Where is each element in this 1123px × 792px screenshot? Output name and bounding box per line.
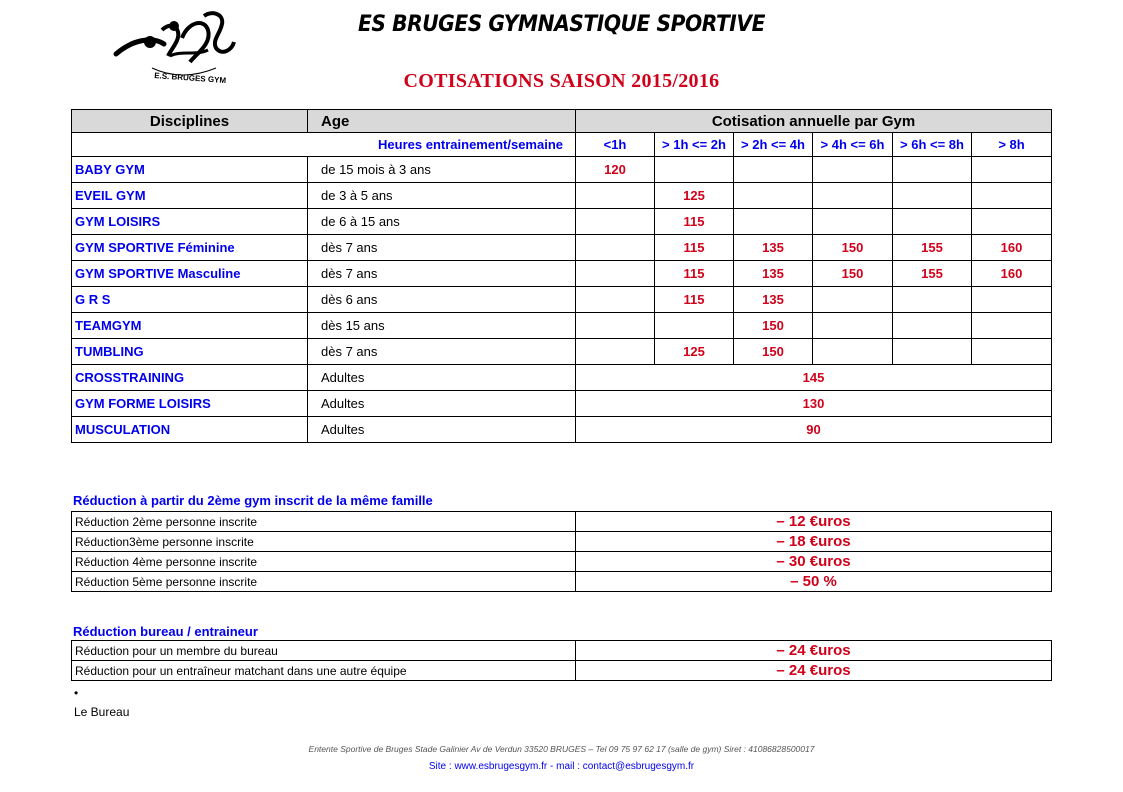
age-cell: de 6 à 15 ans: [308, 209, 576, 235]
age-cell: dès 7 ans: [308, 261, 576, 287]
age-cell: dès 6 ans: [308, 287, 576, 313]
hours-band-row: [72, 133, 1052, 157]
fee-cell: 150: [734, 313, 813, 339]
reduction-value: – 24 €uros: [576, 661, 1052, 681]
fee-cell: [893, 313, 972, 339]
col-disciplines: Disciplines: [72, 110, 308, 133]
fee-cell: 135: [734, 287, 813, 313]
fee-cell: [576, 339, 655, 365]
band-header: > 8h: [972, 133, 1052, 157]
table-header-row: [72, 110, 1052, 133]
table-row: [72, 261, 1052, 287]
discipline-cell: TUMBLING: [72, 339, 308, 365]
col-age: Age: [308, 110, 576, 133]
age-cell: dès 15 ans: [308, 313, 576, 339]
fee-cell: [576, 209, 655, 235]
fee-cell: [734, 183, 813, 209]
season-title: COTISATIONS SAISON 2015/2016: [403, 70, 720, 92]
age-cell: de 15 mois à 3 ans: [308, 157, 576, 183]
table-row: [72, 287, 1052, 313]
fee-cell: 115: [655, 209, 734, 235]
hours-label: Heures entrainement/semaine: [308, 133, 576, 157]
table-row: [72, 572, 1052, 592]
fee-cell: 125: [655, 339, 734, 365]
fees-table: [71, 109, 1052, 443]
reduction-value: – 24 €uros: [576, 641, 1052, 661]
family-reduction-table: [71, 511, 1052, 592]
discipline-cell: EVEIL GYM: [72, 183, 308, 209]
discipline-cell: GYM SPORTIVE Masculine: [72, 261, 308, 287]
fee-cell: [972, 157, 1052, 183]
reduction-label: Réduction pour un membre du bureau: [72, 641, 576, 661]
fee-cell: [972, 313, 1052, 339]
fee-cell: [734, 157, 813, 183]
discipline-cell: G R S: [72, 287, 308, 313]
fee-cell: [893, 183, 972, 209]
table-row: [72, 235, 1052, 261]
fee-cell: [655, 313, 734, 339]
reduction-label: Réduction pour un entraîneur matchant dans une autre équipe: [72, 661, 576, 681]
fee-cell: 145: [576, 365, 1052, 391]
age-cell: Adultes: [308, 365, 576, 391]
discipline-cell: BABY GYM: [72, 157, 308, 183]
fee-cell: 155: [893, 235, 972, 261]
logo-text: E.S. BRUGES GYM: [153, 71, 227, 86]
table-row: [72, 661, 1052, 681]
age-cell: dès 7 ans: [308, 235, 576, 261]
fee-cell: [972, 209, 1052, 235]
fee-cell: 150: [813, 235, 893, 261]
fee-cell: 160: [972, 261, 1052, 287]
fee-cell: [893, 287, 972, 313]
fee-cell: [972, 183, 1052, 209]
fee-cell: [972, 287, 1052, 313]
discipline-cell: CROSSTRAINING: [72, 365, 308, 391]
fee-cell: [813, 183, 893, 209]
table-row: [72, 512, 1052, 532]
reduction-value: – 12 €uros: [576, 512, 1052, 532]
footer-contact: Site : www.esbrugesgym.fr - mail : contact@esbrugesgym.fr: [428, 761, 695, 772]
fee-cell: 135: [734, 261, 813, 287]
fee-cell: [576, 261, 655, 287]
org-title: ES BRUGES GYMNASTIQUE SPORTIVE: [358, 12, 765, 37]
fee-cell: 130: [576, 391, 1052, 417]
family-reduction-title: Réduction à partir du 2ème gym inscrit de la même famille: [73, 493, 433, 508]
discipline-cell: TEAMGYM: [72, 313, 308, 339]
bullet-point: •: [74, 686, 79, 700]
discipline-cell: GYM FORME LOISIRS: [72, 391, 308, 417]
fee-cell: [972, 339, 1052, 365]
table-row: [72, 641, 1052, 661]
reduction-label: Réduction 4ème personne inscrite: [72, 552, 576, 572]
reduction-value: – 18 €uros: [576, 532, 1052, 552]
fee-cell: 115: [655, 287, 734, 313]
table-row: [72, 417, 1052, 443]
fee-cell: [576, 313, 655, 339]
fee-cell: [893, 157, 972, 183]
fee-cell: 90: [576, 417, 1052, 443]
fee-cell: [893, 209, 972, 235]
age-cell: de 3 à 5 ans: [308, 183, 576, 209]
fee-cell: [576, 287, 655, 313]
staff-reduction-title: Réduction bureau / entraineur: [73, 624, 258, 639]
table-row: [72, 339, 1052, 365]
fee-cell: [893, 339, 972, 365]
fee-cell: 115: [655, 235, 734, 261]
table-row: [72, 183, 1052, 209]
table-row: [72, 157, 1052, 183]
table-row: [72, 532, 1052, 552]
fee-cell: [813, 287, 893, 313]
reduction-label: Réduction 2ème personne inscrite: [72, 512, 576, 532]
fee-cell: 135: [734, 235, 813, 261]
table-row: [72, 365, 1052, 391]
table-row: [72, 391, 1052, 417]
band-header: > 1h <= 2h: [655, 133, 734, 157]
table-row: [72, 313, 1052, 339]
reduction-value: – 30 €uros: [576, 552, 1052, 572]
reduction-label: Réduction3ème personne inscrite: [72, 532, 576, 552]
band-header: > 6h <= 8h: [893, 133, 972, 157]
fee-cell: [813, 209, 893, 235]
fee-cell: 150: [813, 261, 893, 287]
signature: Le Bureau: [74, 705, 130, 719]
fee-cell: 125: [655, 183, 734, 209]
discipline-cell: GYM LOISIRS: [72, 209, 308, 235]
footer-address: Entente Sportive de Bruges Stade Galinier Av de Verdun 33520 BRUGES – Tel 09 75 97 62 17 (salle de gym) Siret : 41086828500017: [308, 744, 815, 754]
fee-cell: 120: [576, 157, 655, 183]
discipline-cell: GYM SPORTIVE Féminine: [72, 235, 308, 261]
age-cell: dès 7 ans: [308, 339, 576, 365]
band-header: <1h: [576, 133, 655, 157]
reduction-value: – 50 %: [576, 572, 1052, 592]
table-row: [72, 209, 1052, 235]
fee-cell: [813, 339, 893, 365]
fee-cell: [813, 313, 893, 339]
fee-cell: [655, 157, 734, 183]
age-cell: Adultes: [308, 417, 576, 443]
reduction-label: Réduction 5ème personne inscrite: [72, 572, 576, 592]
table-row: [72, 552, 1052, 572]
fee-cell: 150: [734, 339, 813, 365]
band-header: > 2h <= 4h: [734, 133, 813, 157]
fee-cell: [576, 235, 655, 261]
col-annual-fee: Cotisation annuelle par Gym: [576, 110, 1052, 133]
discipline-cell: MUSCULATION: [72, 417, 308, 443]
staff-reduction-table: [71, 640, 1052, 681]
fee-cell: 115: [655, 261, 734, 287]
band-header: > 4h <= 6h: [813, 133, 893, 157]
age-cell: Adultes: [308, 391, 576, 417]
fee-cell: 160: [972, 235, 1052, 261]
fee-cell: [734, 209, 813, 235]
fee-cell: 155: [893, 261, 972, 287]
fee-cell: [576, 183, 655, 209]
fee-cell: [813, 157, 893, 183]
